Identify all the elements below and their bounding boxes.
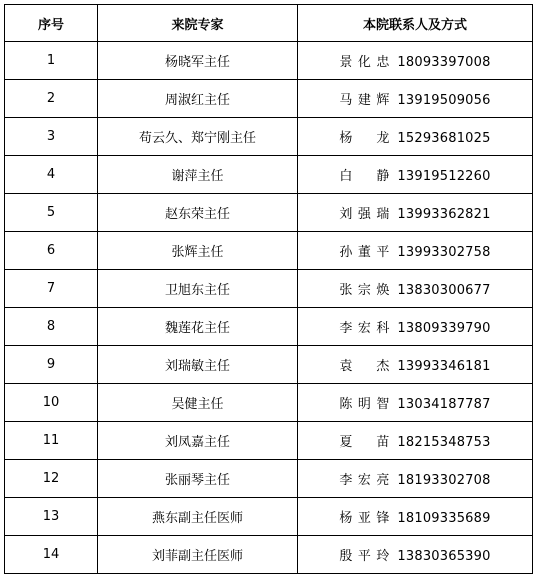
contact-info (339, 507, 490, 526)
contact-phone: 13830365390 (397, 549, 491, 564)
contact-name: 孙董平 (339, 245, 390, 260)
contact-name: 杨 龙 (339, 131, 390, 146)
header-index: 序号 (5, 5, 98, 42)
row-expert: 燕东副主任医师 (98, 498, 298, 536)
row-index: 8 (5, 308, 98, 346)
table-row (5, 308, 533, 346)
contact-phone: 13993362821 (397, 207, 491, 222)
row-contact (298, 498, 533, 536)
contact-name: 袁 杰 (339, 359, 390, 374)
contact-name: 夏 苗 (339, 435, 390, 450)
contact-phone: 13809339790 (397, 321, 491, 336)
contact-name: 李宏亮 (339, 473, 390, 488)
contact-phone: 13830300677 (397, 283, 491, 298)
row-contact (298, 308, 533, 346)
contact-name: 殷平玲 (339, 549, 390, 564)
contact-phone: 18109335689 (397, 511, 491, 526)
table-row (5, 346, 533, 384)
contact-phone: 13993346181 (397, 359, 491, 374)
contact-info (339, 469, 490, 488)
row-index: 1 (5, 42, 98, 80)
contact-phone: 18093397008 (397, 55, 491, 70)
row-index: 7 (5, 270, 98, 308)
contact-name: 景化忠 (339, 55, 390, 70)
row-contact (298, 270, 533, 308)
table-row (5, 270, 533, 308)
table-header-row (5, 5, 533, 42)
row-expert: 谢萍主任 (98, 156, 298, 194)
row-expert: 魏莲花主任 (98, 308, 298, 346)
row-index: 2 (5, 80, 98, 118)
row-expert: 赵东荣主任 (98, 194, 298, 232)
contact-phone: 18215348753 (397, 435, 491, 450)
table-row (5, 194, 533, 232)
table-row (5, 80, 533, 118)
table-row (5, 118, 533, 156)
contact-phone: 13993302758 (397, 245, 491, 260)
header-contact: 本院联系人及方式 (298, 5, 533, 42)
row-contact (298, 80, 533, 118)
contact-name: 刘强瑞 (339, 207, 390, 222)
row-contact (298, 232, 533, 270)
contact-phone: 15293681025 (397, 131, 491, 146)
row-expert: 苟云久、郑宁刚主任 (98, 118, 298, 156)
contact-info (339, 545, 490, 564)
contact-name: 杨亚锋 (339, 511, 390, 526)
row-contact (298, 460, 533, 498)
row-expert: 周淑红主任 (98, 80, 298, 118)
contact-phone: 13919509056 (397, 93, 491, 108)
row-expert: 吴健主任 (98, 384, 298, 422)
row-contact (298, 194, 533, 232)
contact-info (339, 355, 490, 374)
contact-name: 张宗焕 (339, 283, 390, 298)
contact-name: 马建辉 (339, 93, 390, 108)
row-index: 3 (5, 118, 98, 156)
contact-info (339, 127, 490, 146)
contact-info (339, 89, 490, 108)
row-index: 14 (5, 536, 98, 574)
contact-info (339, 393, 490, 412)
row-index: 5 (5, 194, 98, 232)
contact-info (339, 165, 490, 184)
contact-info (339, 317, 490, 336)
contact-info (339, 241, 490, 260)
table-row (5, 498, 533, 536)
row-expert: 刘瑞敏主任 (98, 346, 298, 384)
row-index: 10 (5, 384, 98, 422)
expert-contact-table (4, 4, 533, 574)
row-expert: 张丽琴主任 (98, 460, 298, 498)
table-row (5, 232, 533, 270)
row-index: 11 (5, 422, 98, 460)
table-body (5, 42, 533, 574)
row-contact (298, 384, 533, 422)
row-expert: 卫旭东主任 (98, 270, 298, 308)
row-index: 12 (5, 460, 98, 498)
table-row (5, 156, 533, 194)
contact-name: 白 静 (339, 169, 390, 184)
header-expert: 来院专家 (98, 5, 298, 42)
contact-name: 陈明智 (339, 397, 390, 412)
row-expert: 张辉主任 (98, 232, 298, 270)
table-row (5, 42, 533, 80)
contact-phone: 18193302708 (397, 473, 491, 488)
table-row (5, 460, 533, 498)
table-row (5, 536, 533, 574)
contact-phone: 13919512260 (397, 169, 491, 184)
contact-info (339, 51, 490, 70)
contact-phone: 13034187787 (397, 397, 491, 412)
row-expert: 刘凤嘉主任 (98, 422, 298, 460)
row-contact (298, 422, 533, 460)
contact-info (339, 203, 490, 222)
row-expert: 刘菲副主任医师 (98, 536, 298, 574)
contact-info (339, 279, 490, 298)
table-row (5, 422, 533, 460)
row-index: 6 (5, 232, 98, 270)
table-row (5, 384, 533, 422)
row-contact (298, 156, 533, 194)
row-contact (298, 346, 533, 384)
row-contact (298, 42, 533, 80)
row-index: 13 (5, 498, 98, 536)
contact-name: 李宏科 (339, 321, 390, 336)
row-index: 9 (5, 346, 98, 384)
contact-info (339, 431, 490, 450)
row-contact (298, 118, 533, 156)
row-contact (298, 536, 533, 574)
row-expert: 杨晓军主任 (98, 42, 298, 80)
row-index: 4 (5, 156, 98, 194)
